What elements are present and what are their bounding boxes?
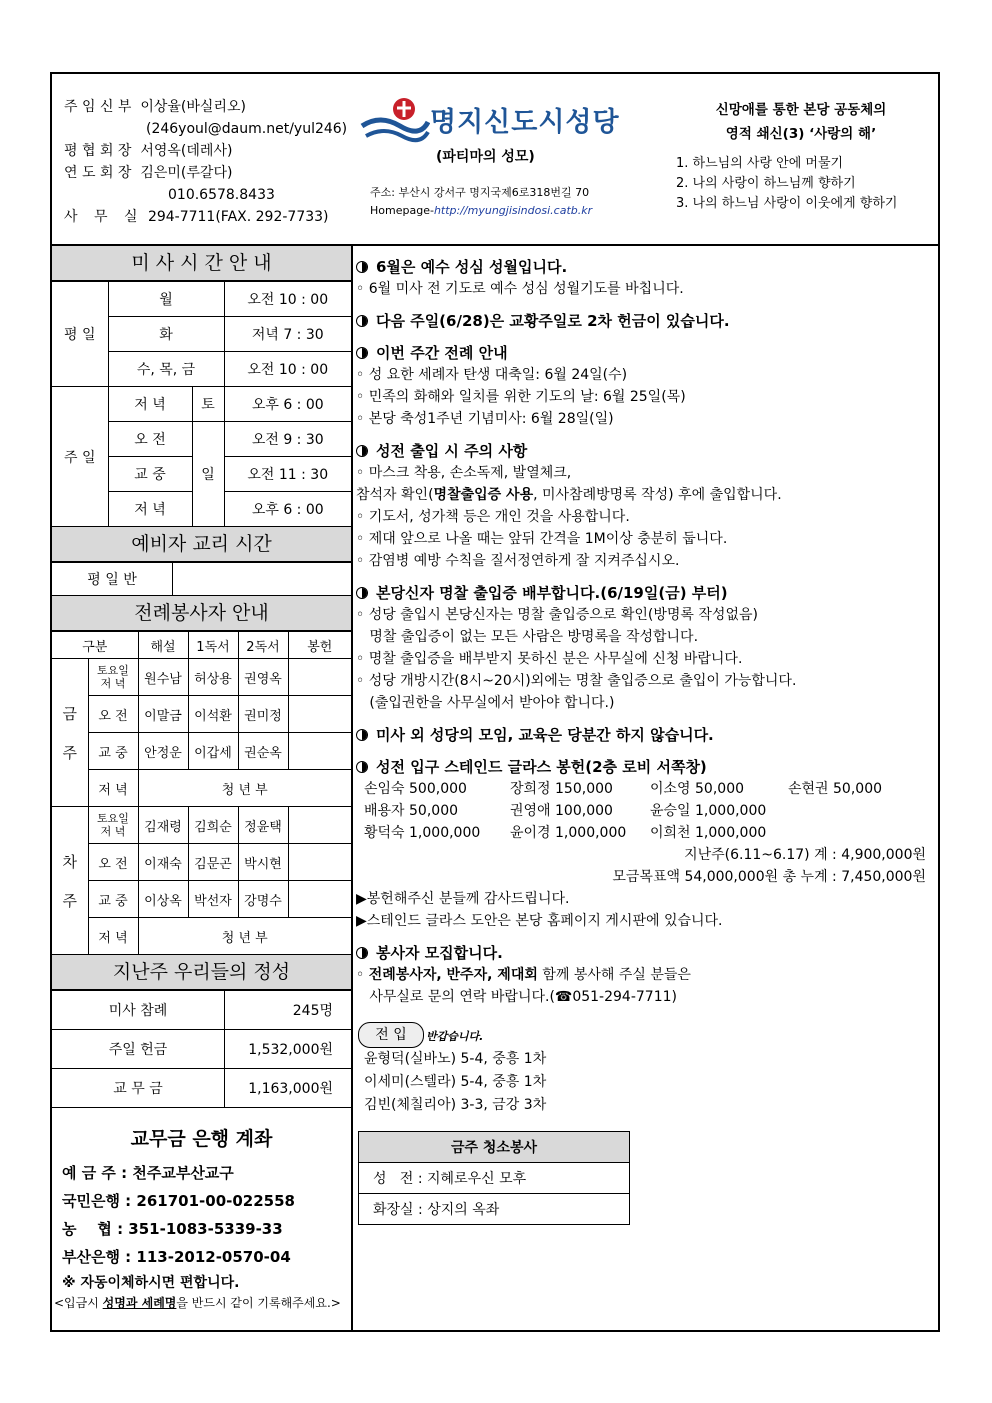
notice-line: ◦ 성당 출입시 본당신자는 명찰 출입증으로 확인(방명록 작성없음): [356, 607, 758, 623]
theme-goals: [670, 154, 932, 214]
newcomer-entry: 이세미(스텔라) 5-4, 중흥 1차: [364, 1074, 547, 1090]
notice-line: ◦ 본당 축성1주년 기념미사: 6월 28일(일): [356, 411, 614, 427]
offering-title: 지난주 우리들의 정성: [52, 955, 351, 990]
half-circle-icon: [356, 347, 368, 359]
mass-time: 오전 10 : 00: [224, 352, 351, 387]
server-cell: 김재령: [138, 807, 188, 844]
church-emblem-icon: [360, 96, 430, 146]
notice-line: ◦ 감염병 예방 수칙을 질서정연하게 잘 지켜주십시오.: [356, 553, 680, 569]
offering-value: 1,163,000원: [225, 1069, 352, 1108]
table-row: [52, 733, 351, 770]
staff-office: 사 무 실 294-7711(FAX. 292-7733): [64, 209, 329, 225]
staff-phone: 010.6578.8433: [168, 187, 275, 203]
staff-pastor: 주 임 신 부 이상율(바실리오): [64, 99, 246, 115]
donor-entry: 윤이경 1,000,000: [510, 825, 627, 841]
mass-slot: 교 중: [108, 457, 192, 492]
notice-line: ◦ 기도서, 성가책 등은 개인 것을 사용합니다.: [356, 509, 630, 525]
server-slot: 교 중: [88, 881, 138, 918]
theme-goal: 1. 하느님의 사랑 안에 머물기: [676, 156, 844, 171]
church-logo-block: [360, 94, 650, 217]
notice-line: ◦ 6월 미사 전 기도로 예수 성심 성월기도를 바칩니다.: [356, 281, 684, 297]
mass-slot: 저 녁: [108, 492, 192, 527]
server-cell: 허상용: [188, 659, 238, 696]
offering-value: 245명: [225, 991, 352, 1030]
theme-line-2: 영적 쇄신(3) ‘사랑의 해’: [725, 126, 877, 142]
column-header: 2독서: [238, 632, 288, 659]
notice-heading: 다음 주일(6/28)은 교황주일로 2차 헌금이 있습니다.: [356, 310, 936, 332]
notice-line: ▶스테인드 글라스 도안은 본당 홈페이지 게시판에 있습니다.: [356, 913, 723, 929]
mass-time: 오전 10 : 00: [224, 282, 351, 317]
donation-cumulative-total: 모금목표액 54,000,000원 총 누계 : 7,450,000원: [612, 869, 926, 885]
bank-accounts: [52, 1108, 351, 1312]
server-cell: 김문곤: [188, 844, 238, 881]
notice-line: ◦ 명찰 출입증을 배부받지 못하신 분은 사무실에 신청 바랍니다.: [356, 651, 743, 667]
servers-title: 전례봉사자 안내: [52, 596, 351, 631]
server-cell: 청 년 부: [138, 918, 351, 955]
catechumen-label: 평 일 반: [52, 563, 173, 596]
mass-time: 오후 6 : 00: [224, 387, 351, 422]
table-row: [52, 807, 351, 844]
notice-line: ◦ 성당 개방시간(8시~20시)외에는 명찰 출입증으로 출입이 가능합니다.: [356, 673, 797, 689]
mass-day: 월: [108, 282, 224, 317]
half-circle-icon: [356, 445, 368, 457]
table-row: [52, 844, 351, 881]
staff-council: 평 협 회 장 서영옥(데레사): [64, 143, 233, 159]
mass-times-table: [52, 281, 351, 527]
staff-pastor-email: (246youl@daum.net/yul246): [146, 121, 348, 137]
server-cell: 이석환: [188, 696, 238, 733]
table-row: [52, 659, 351, 696]
sunday-label: 주 일: [52, 387, 108, 527]
bank-deposit-tip: <입금시 성명과 세례명을 반드시 같이 기록해주세요.>: [54, 1296, 341, 1310]
half-circle-icon: [356, 315, 368, 327]
half-circle-icon: [356, 261, 368, 273]
table-row: [52, 1069, 351, 1108]
newcomer-entry: 윤형덕(실바노) 5-4, 중흥 1차: [364, 1051, 547, 1067]
notice-line: ◦ 제대 앞으로 나올 때는 앞뒤 간격을 1M이상 충분히 둡니다.: [356, 531, 728, 547]
offering-label: 교 무 금: [52, 1069, 225, 1108]
mass-day: 수, 목, 금: [108, 352, 224, 387]
table-row: [52, 881, 351, 918]
server-slot: 교 중: [88, 733, 138, 770]
server-cell: 이갑세: [188, 733, 238, 770]
notice-line: (출입권한을 사무실에서 받아야 합니다.): [356, 695, 615, 711]
notice-line: 참석자 확인(명찰출입증 사용, 미사참례방명록 작성) 후에 출입합니다.: [356, 487, 782, 503]
table-row: [359, 1132, 630, 1163]
table-row: [52, 991, 351, 1030]
pastoral-theme: [670, 98, 932, 214]
server-cell: [288, 807, 351, 844]
notice-line: ▶봉헌해주신 분들께 감사드립니다.: [356, 891, 570, 907]
server-cell: [288, 881, 351, 918]
server-slot: 토요일 저 녁: [88, 807, 138, 844]
cleaning-table: [358, 1131, 630, 1225]
notice-line: ◦ 전례봉사자, 반주자, 제대회 함께 봉사해 주실 분들은: [356, 967, 691, 983]
bank-account-row: 예 금 주 : 천주교부산교구: [62, 1164, 234, 1182]
mass-day: 토: [192, 387, 224, 422]
newcomer-entry: 김빈(체칠리아) 3-3, 금강 3차: [364, 1097, 547, 1113]
server-cell: 권영옥: [238, 659, 288, 696]
column-header: 구분: [52, 632, 138, 659]
server-slot: 저 녁: [88, 770, 138, 807]
catechumen-title: 예비자 교리 시간: [52, 527, 351, 562]
mass-slot: 오 전: [108, 422, 192, 457]
donor-entry: 권영애 100,000: [510, 803, 613, 819]
server-cell: 권순옥: [238, 733, 288, 770]
server-slot: 오 전: [88, 844, 138, 881]
donation-week-total: 지난주(6.11~6.17) 계 : 4,900,000원: [684, 847, 926, 863]
notice-heading: 이번 주간 전례 안내: [356, 342, 936, 364]
donor-entry: [788, 800, 928, 822]
table-row: [52, 282, 351, 317]
donor-entry: 손임숙 500,000: [364, 781, 467, 797]
bank-account-row: 부산은행 : 113-2012-0570-04: [62, 1248, 291, 1266]
server-cell: 이상옥: [138, 881, 188, 918]
server-cell: 청 년 부: [138, 770, 351, 807]
left-column: [52, 246, 351, 1312]
catechumen-table: [52, 562, 351, 596]
church-patron: (파티마의 성모): [436, 149, 535, 165]
theme-goal: 3. 나의 하느님 사랑이 이웃에게 향하기: [676, 196, 898, 211]
table-row: [52, 1030, 351, 1069]
bank-title: 교무금 은행 계좌: [130, 1128, 273, 1150]
offering-value: 1,532,000원: [225, 1030, 352, 1069]
table-row: [359, 1163, 630, 1194]
donor-entry: 황덕숙 1,000,000: [364, 825, 481, 841]
server-slot: 토요일 저 녁: [88, 659, 138, 696]
server-cell: 박시현: [238, 844, 288, 881]
table-row: [52, 387, 351, 422]
welcome-tail: 반갑습니다.: [426, 1030, 484, 1043]
bank-account-row: 국민은행 : 261701-00-022558: [62, 1192, 295, 1210]
weekday-label: 평 일: [52, 282, 108, 387]
bulletin-frame: [50, 72, 940, 1332]
donor-entry: 배용자 50,000: [364, 803, 459, 819]
table-row: [52, 770, 351, 807]
mass-day: 일: [192, 422, 224, 527]
cleaning-row: 성 전 : 지혜로우신 모후: [359, 1163, 630, 1194]
donor-entry: [788, 822, 928, 844]
notice-line: ◦ 성 요한 세례자 탄생 대축일: 6월 24일(수): [356, 367, 628, 383]
servers-table: [52, 631, 351, 955]
notice-line: ◦ 마스크 착용, 손소독제, 발열체크,: [356, 465, 572, 481]
mass-slot: 저 녁: [108, 387, 192, 422]
theme-goal: 2. 나의 사랑이 하느님께 향하기: [676, 176, 856, 191]
mass-time: 저녁 7 : 30: [224, 317, 351, 352]
half-circle-icon: [356, 587, 368, 599]
welcome-header: [356, 1022, 936, 1048]
church-address: 주소: 부산시 강서구 명지국제6로318번길 70: [370, 186, 590, 199]
half-circle-icon: [356, 729, 368, 741]
offering-table: [52, 990, 351, 1108]
donor-entry: 이소영 50,000: [650, 781, 745, 797]
table-row: [52, 632, 351, 659]
table-row: [52, 696, 351, 733]
server-slot: 오 전: [88, 696, 138, 733]
half-circle-icon: [356, 761, 368, 773]
catechumen-value: [173, 563, 352, 596]
notices-column: [356, 254, 936, 1225]
notice-line: ◦ 민족의 화해와 일치를 위한 기도의 날: 6월 25일(목): [356, 389, 686, 405]
server-cell: 김희순: [188, 807, 238, 844]
server-cell: 정윤택: [238, 807, 288, 844]
mass-time: 오전 9 : 30: [224, 422, 351, 457]
welcome-badge: 전 입: [358, 1022, 424, 1048]
this-week-label: 금 주: [52, 659, 88, 807]
homepage-link[interactable]: http://myungjisindosi.catb.kr: [433, 204, 593, 217]
cleaning-row: 화장실 : 상지의 옥좌: [359, 1194, 630, 1225]
church-homepage: Homepage-http://myungjisindosi.catb.kr: [370, 204, 593, 217]
bank-account-row: 농 협 : 351-1083-5339-33: [62, 1220, 283, 1238]
donor-entry: 이희천 1,000,000: [650, 825, 767, 841]
offering-label: 주일 헌금: [52, 1030, 225, 1069]
cleaning-title: 금주 청소봉사: [359, 1132, 630, 1163]
bulletin-header: [52, 74, 938, 246]
mass-times-title: 미 사 시 간 안 내: [52, 246, 351, 281]
donor-list: [356, 778, 936, 844]
server-cell: 권미정: [238, 696, 288, 733]
server-cell: 강명수: [238, 881, 288, 918]
table-row: [359, 1194, 630, 1225]
theme-line-1: 신망애를 통한 본당 공동체의: [715, 102, 887, 118]
mass-day: 화: [108, 317, 224, 352]
column-header: 해설: [138, 632, 188, 659]
notice-heading: 6월은 예수 성심 성월입니다.: [356, 256, 936, 278]
notice-heading: 성전 출입 시 주의 사항: [356, 440, 936, 462]
notice-heading: 미사 외 성당의 모임, 교육은 당분간 하지 않습니다.: [356, 724, 936, 746]
server-slot: 저 녁: [88, 918, 138, 955]
table-row: [52, 563, 351, 596]
server-cell: [288, 733, 351, 770]
staff-ryeondo: 연 도 회 장 김은미(루갈다): [64, 165, 233, 181]
next-week-label: 차 주: [52, 807, 88, 955]
notice-line: 사무실로 문의 연락 바랍니다.(☎051-294-7711): [356, 989, 677, 1005]
server-cell: [288, 659, 351, 696]
table-row: [52, 918, 351, 955]
server-cell: 박선자: [188, 881, 238, 918]
notice-heading: 봉사자 모집합니다.: [356, 942, 936, 964]
staff-info: [64, 96, 347, 228]
column-header: 1독서: [188, 632, 238, 659]
column-divider: [351, 244, 353, 1332]
notice-line: 명찰 출입증이 없는 모든 사람은 방명록을 작성합니다.: [356, 629, 699, 645]
server-cell: 이말금: [138, 696, 188, 733]
bank-note: ※ 자동이체하시면 편합니다.: [62, 1275, 240, 1291]
notice-heading: 본당신자 명찰 출입증 배부합니다.(6/19일(금) 부터): [356, 582, 936, 604]
server-cell: 원수남: [138, 659, 188, 696]
donor-entry: 윤승일 1,000,000: [650, 803, 767, 819]
half-circle-icon: [356, 947, 368, 959]
server-cell: 이재숙: [138, 844, 188, 881]
column-header: 봉헌: [288, 632, 351, 659]
server-cell: 안정운: [138, 733, 188, 770]
offering-label: 미사 참례: [52, 991, 225, 1030]
donor-entry: 손현권 50,000: [788, 781, 883, 797]
notice-heading: 성전 입구 스테인드 글라스 봉헌(2층 로비 서쪽창): [356, 756, 936, 778]
church-name: 명지신도시성당: [430, 107, 620, 138]
donor-entry: 장희정 150,000: [510, 781, 613, 797]
server-cell: [288, 696, 351, 733]
mass-time: 오전 11 : 30: [224, 457, 351, 492]
mass-time: 오후 6 : 00: [224, 492, 351, 527]
server-cell: [288, 844, 351, 881]
